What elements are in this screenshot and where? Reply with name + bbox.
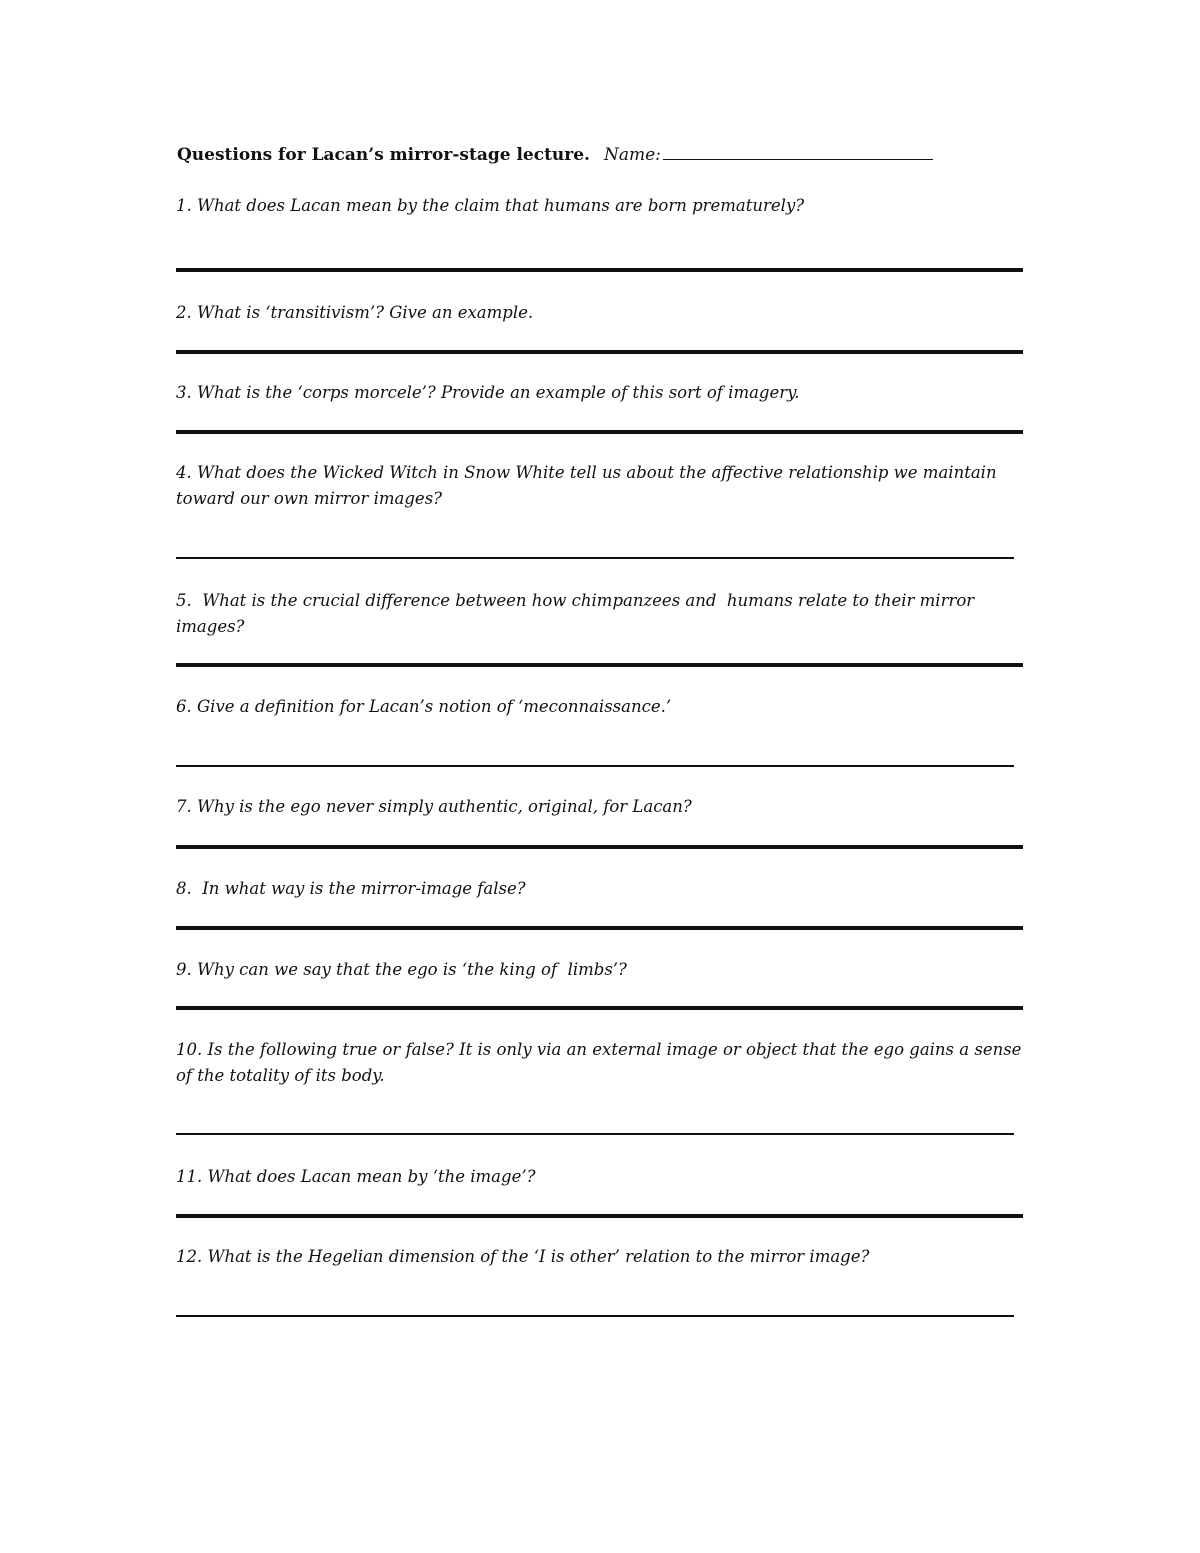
question-5: 5. What is the crucial difference between how chimpanzees and humans relate to their mirror images? (176, 591, 980, 636)
answer-line-3 (176, 430, 1023, 434)
header-row (177, 143, 933, 165)
answer-line-6 (176, 765, 1014, 767)
answer-line-10 (176, 1133, 1014, 1135)
question-7: 7. Why is the ego never simply authentic, original, for Lacan? (176, 797, 692, 816)
question-9: 9. Why can we say that the ego is ‘the king of limbs’? (176, 960, 627, 979)
page-title: Questions for Lacan’s mirror-stage lecture. (177, 145, 590, 165)
question-4: 4. What does the Wicked Witch in Snow White tell us about the affective relationship we maintain toward our own mirror images? (176, 463, 1002, 508)
question-10: 10. Is the following true or false? It is only via an external image or object that the ego gains a sense of the totality of its body. (176, 1040, 1027, 1085)
question-1: 1. What does Lacan mean by the claim that humans are born prematurely? (176, 196, 805, 215)
name-blank-line (663, 143, 933, 160)
answer-line-12 (176, 1315, 1014, 1317)
question-11: 11. What does Lacan mean by ‘the image’? (176, 1167, 536, 1186)
answer-line-11 (176, 1214, 1023, 1218)
question-6: 6. Give a definition for Lacan’s notion of ‘meconnaissance.’ (176, 697, 672, 716)
answer-line-7 (176, 845, 1023, 849)
answer-line-9 (176, 1006, 1023, 1010)
question-8: 8. In what way is the mirror-image false? (176, 879, 526, 898)
question-12: 12. What is the Hegelian dimension of the ‘I is other’ relation to the mirror image? (176, 1247, 870, 1266)
name-label: Name: (603, 145, 661, 165)
answer-line-2 (176, 350, 1023, 354)
question-3: 3. What is the ‘corps morcele’? Provide an example of this sort of imagery. (176, 383, 800, 402)
question-2: 2. What is ‘transitivism’? Give an example. (176, 303, 534, 322)
answer-line-5 (176, 663, 1023, 667)
answer-line-4 (176, 557, 1014, 559)
answer-line-1 (176, 268, 1023, 272)
answer-line-8 (176, 926, 1023, 930)
